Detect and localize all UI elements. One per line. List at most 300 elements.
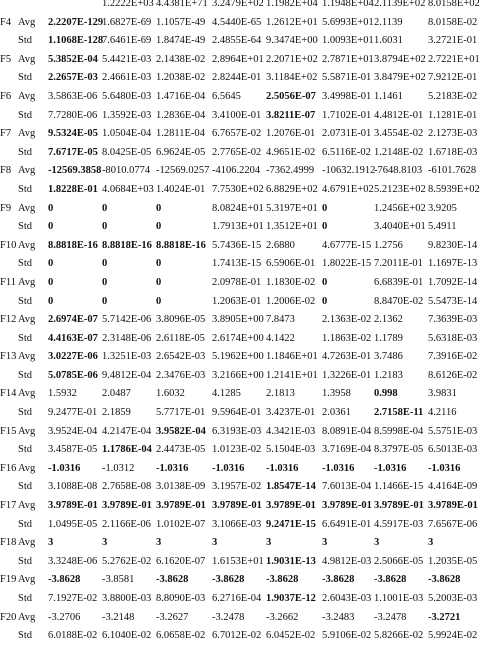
table-row	[0, 144, 478, 163]
table-cell: 1.7413E-15	[212, 258, 262, 270]
table-cell: 2.1363E-02	[322, 314, 372, 326]
table-cell: 1.8547E-14	[266, 481, 316, 493]
table-cell: 8.0425E-05	[102, 146, 152, 158]
table-cell: 0	[48, 276, 54, 288]
statistic-label: Std	[18, 258, 33, 270]
table-cell: 1.2222E+03	[102, 0, 154, 9]
table-cell: 4.0684E+03	[102, 183, 154, 195]
table-cell: 1.2756	[374, 239, 403, 251]
statistic-label: Avg	[18, 462, 36, 474]
table-cell: 6.7012E-02	[212, 630, 262, 642]
table-cell: 2.4661E-03	[102, 72, 152, 84]
table-cell: 3.9789E-01	[322, 500, 372, 512]
table-cell: -10632.1912	[322, 165, 376, 177]
table-cell: -3.2478	[212, 611, 245, 623]
table-cell: 0	[322, 295, 328, 307]
table-cell: 1.6827E-69	[102, 16, 152, 28]
table-cell: 3	[48, 537, 54, 549]
table-cell: -3.2721	[428, 611, 461, 623]
table-cell: 7.6567E-06	[428, 518, 478, 530]
table-row	[0, 460, 474, 479]
table-cell: -1.0316	[156, 462, 189, 474]
table-cell: 1.1786E-04	[102, 444, 152, 456]
function-label: F8	[0, 165, 12, 177]
table-cell: 3.2166E+00	[212, 369, 264, 381]
table-cell: 2.2657E-03	[48, 72, 98, 84]
table-cell: 2.8244E-01	[212, 72, 262, 84]
table-cell: 8.6126E-02	[428, 369, 478, 381]
table-cell: 1.2063E-01	[212, 295, 262, 307]
table-cell: 2.1859	[102, 407, 131, 419]
table-cell: 8.5939E+02	[428, 183, 480, 195]
table-row	[0, 534, 474, 553]
table-cell: 4.6777E-15	[322, 239, 372, 251]
table-cell: 0	[156, 258, 162, 270]
table-cell: 3.1066E-03	[212, 518, 262, 530]
table-cell: 2.2071E+02	[266, 53, 318, 65]
table-cell: 5.8266E-02	[374, 630, 424, 642]
table-cell: 1.1948E+04	[322, 0, 374, 9]
table-cell: 8.0158E-02	[428, 16, 478, 28]
table-cell: 6.3193E-03	[212, 425, 262, 437]
table-cell: -3.8628	[48, 574, 81, 586]
table-cell: 6.0658E-02	[156, 630, 206, 642]
statistic-label: Std	[18, 555, 33, 567]
table-row	[0, 162, 477, 181]
table-cell: 7.7280E-06	[48, 109, 98, 121]
table-cell: 6.9624E-05	[156, 146, 206, 158]
table-cell: 0	[102, 295, 108, 307]
table-cell: -3.8628	[212, 574, 245, 586]
table-cell: 2.1139	[374, 16, 403, 28]
table-cell: 7.7530E+02	[212, 183, 264, 195]
table-cell: 3	[102, 537, 108, 549]
table-cell: 8.8818E-16	[156, 239, 206, 251]
table-cell: 0	[156, 202, 162, 214]
table-cell: 0.998	[374, 388, 398, 400]
statistic-label: Std	[18, 369, 33, 381]
table-row	[0, 590, 478, 609]
table-cell: 3.4237E-01	[266, 407, 316, 419]
table-cell: 1.8022E-15	[322, 258, 372, 270]
table-row	[0, 367, 478, 386]
table-cell: 1.2836E-04	[156, 109, 206, 121]
function-label: F17	[0, 500, 17, 512]
table-cell: 1.0093E+01	[322, 35, 374, 47]
statistic-label: Avg	[18, 574, 36, 586]
table-row	[0, 348, 478, 367]
table-cell: 1.5932	[48, 388, 77, 400]
table-cell: 4.4381E+71	[156, 0, 208, 9]
table-cell: 1.1830E-02	[266, 276, 316, 288]
table-cell: 1.2038E-02	[156, 72, 206, 84]
table-cell: 0	[48, 221, 54, 233]
table-cell: 1.0102E-07	[156, 518, 206, 530]
table-cell: 7.8473	[266, 314, 295, 326]
table-cell: 9.3474E+00	[266, 35, 318, 47]
table-cell: -3.8628	[428, 574, 461, 586]
table-cell: 2.7871E+01	[322, 53, 374, 65]
table-cell: 4.6791E+02	[322, 183, 374, 195]
table-cell: 1.0495E-05	[48, 518, 98, 530]
table-cell: 2.5066E-05	[374, 555, 424, 567]
table-cell: 0	[102, 221, 108, 233]
table-cell: 8.0824E+01	[212, 202, 264, 214]
table-cell: 7.9212E-01	[428, 72, 478, 84]
table-cell: 5.1504E-03	[266, 444, 316, 456]
table-cell: 0	[322, 276, 328, 288]
table-cell: 1.6032	[156, 388, 185, 400]
table-cell: 3.4998E-01	[322, 90, 372, 102]
table-cell: 5.4421E-03	[102, 53, 152, 65]
table-cell: 6.2716E-04	[212, 593, 262, 604]
table-cell: -3.2483	[322, 611, 355, 623]
table-cell: 7.2011E-01	[374, 258, 423, 270]
table-cell: 1.6153E+01	[212, 555, 264, 567]
statistic-label: Std	[18, 295, 33, 307]
table-cell: 3.2721E-01	[428, 35, 478, 47]
table-cell: 3.2479E+02	[212, 0, 264, 9]
table-cell: 3.0227E-06	[48, 351, 98, 363]
table-cell: 3.7486	[374, 351, 403, 363]
table-cell: -4106.2204	[212, 165, 261, 177]
table-cell: 6.5645	[212, 90, 241, 102]
table-cell: 1.1697E-13	[428, 258, 478, 270]
table-cell: 2.8964E+01	[212, 53, 264, 65]
statistic-label: Std	[18, 221, 33, 233]
table-cell: 1.2148E-02	[374, 146, 424, 158]
table-cell: 6.6839E-01	[374, 276, 424, 288]
function-label: F12	[0, 314, 17, 326]
table-cell: 2.1813	[266, 388, 295, 400]
table-cell: 3.8794E+02	[374, 53, 426, 65]
table-row	[0, 69, 478, 88]
table-cell: 8.8090E-03	[156, 593, 206, 604]
table-cell: 4.2116	[428, 407, 457, 419]
table-cell: 1.6718E-03	[428, 146, 478, 158]
table-cell: 2.6174E+00	[212, 332, 264, 344]
table-cell: 1.2076E-01	[266, 128, 316, 140]
table-cell: 3	[374, 537, 380, 549]
table-cell: 3.5863E-06	[48, 90, 98, 102]
table-cell: 2.7658E-08	[102, 481, 152, 493]
statistic-label: Std	[18, 146, 33, 158]
table-cell: 3.9524E-04	[48, 425, 98, 437]
table-cell: 2.0978E-01	[212, 276, 262, 288]
table-cell: 5.6993E+01	[322, 16, 374, 28]
table-cell: 5.9924E-02	[428, 630, 478, 642]
table-cell: 4.4164E-09	[428, 481, 478, 493]
table-cell: 3.9582E-04	[156, 425, 206, 437]
table-cell: 2.3476E-03	[156, 369, 206, 381]
table-cell: 5.0785E-06	[48, 369, 98, 381]
table-cell: 2.6043E-03	[322, 593, 372, 604]
table-cell: 5.2183E-02	[428, 90, 478, 102]
table-row	[0, 497, 478, 516]
table-cell: 0	[48, 295, 54, 307]
table-cell: 3	[212, 537, 218, 549]
table-cell: 3.9831	[428, 388, 457, 400]
table-cell: 3.8905E+00	[212, 314, 264, 326]
table-cell: -3.8628	[322, 574, 355, 586]
table-cell: 2.1139E+02	[374, 0, 426, 9]
table-cell: 2.5056E-07	[266, 90, 316, 102]
table-cell: 1.1461	[374, 90, 403, 102]
table-cell: 0	[156, 221, 162, 233]
table-cell: 5.9106E-02	[322, 630, 372, 642]
statistic-label: Std	[18, 518, 33, 530]
table-cell: 2.0731E-01	[322, 128, 372, 140]
table-cell: 3.4554E-02	[374, 128, 424, 140]
statistic-label: Avg	[18, 425, 36, 437]
statistic-label: Avg	[18, 314, 36, 326]
table-cell: 2.4473E-05	[156, 444, 206, 456]
table-cell: -8010.0774	[102, 165, 151, 177]
table-cell: -3.2627	[156, 611, 189, 623]
table-cell: 6.5906E-01	[266, 258, 316, 270]
table-row	[0, 627, 478, 646]
table-cell: -1.0312	[102, 462, 135, 474]
table-cell: 3.9789E-01	[374, 500, 424, 512]
table-cell: 4.4163E-07	[48, 332, 98, 344]
function-label: F14	[0, 388, 17, 400]
statistic-label: Std	[18, 183, 33, 195]
table-cell: 8.8470E-02	[374, 295, 424, 307]
table-cell: 5.6318E-03	[428, 332, 478, 344]
table-cell: 8.0891E-04	[322, 425, 372, 437]
table-cell: 0	[102, 276, 108, 288]
table-row	[0, 385, 474, 404]
function-label: F19	[0, 574, 17, 586]
table-cell: 4.9812E-03	[322, 555, 372, 567]
table-cell: 6.7657E-02	[212, 128, 262, 140]
table-cell: 7.3639E-03	[428, 314, 478, 326]
table-cell: 5.3197E+01	[266, 202, 318, 214]
table-cell: 9.8230E-14	[428, 239, 478, 251]
table-cell: 5.5473E-14	[428, 295, 478, 307]
table-cell: 9.2471E-15	[266, 518, 316, 530]
table-cell: 1.1068E-128	[48, 35, 104, 47]
statistic-label: Avg	[18, 165, 36, 177]
table-cell: 9.4812E-04	[102, 369, 152, 381]
table-cell: 4.3421E-03	[266, 425, 316, 437]
statistic-label: Avg	[18, 202, 36, 214]
table-row	[0, 609, 474, 628]
table-cell: 2.6880	[266, 239, 295, 251]
table-cell: 2.6118E-05	[156, 332, 205, 344]
table-cell: -3.2706	[48, 611, 81, 623]
statistic-label: Avg	[18, 128, 36, 140]
statistic-label: Avg	[18, 90, 36, 102]
table-cell: 4.7263E-01	[322, 351, 372, 363]
statistic-label: Avg	[18, 537, 36, 549]
table-cell: 0	[156, 276, 162, 288]
table-cell: 2.1273E-03	[428, 128, 478, 140]
table-cell: 8.8818E-16	[102, 239, 152, 251]
table-cell: 2.1166E-06	[102, 518, 151, 530]
table-cell: 2.6542E-03	[156, 351, 206, 363]
statistic-label: Std	[18, 109, 33, 121]
table-cell: 4.1422	[266, 332, 295, 344]
table-cell: 2.1438E-02	[156, 53, 206, 65]
table-cell: 9.5964E-01	[212, 407, 262, 419]
table-cell: 8.5998E-04	[374, 425, 424, 437]
table-cell: -1.0316	[212, 462, 245, 474]
table-cell: 9.2477E-01	[48, 407, 98, 419]
table-cell: 1.6031	[374, 35, 403, 47]
table-cell: 1.2006E-02	[266, 295, 316, 307]
table-row	[0, 32, 478, 51]
table-cell: 0	[156, 295, 162, 307]
table-row	[0, 311, 478, 330]
table-cell: 4.5917E-03	[374, 518, 424, 530]
table-row	[0, 404, 474, 423]
table-cell: 6.1620E-07	[156, 555, 206, 567]
table-cell: -3.8628	[374, 574, 407, 586]
function-label: F20	[0, 611, 17, 623]
table-cell: 2.6974E-07	[48, 314, 98, 326]
table-cell: 5.4911	[428, 221, 457, 233]
table-cell: 0	[102, 202, 108, 214]
table-cell: 3.9205	[428, 202, 457, 214]
table-cell: 3.8479E+02	[374, 72, 426, 84]
table-cell: 1.9031E-13	[266, 555, 316, 567]
table-cell: 8.0158E+02	[428, 0, 480, 9]
table-cell: 2.7158E-11	[374, 407, 424, 419]
table-cell: 3.1088E-08	[48, 481, 98, 493]
table-row	[0, 553, 478, 572]
statistic-label: Avg	[18, 239, 36, 251]
table-cell: 1.2811E-04	[156, 128, 205, 140]
table-cell: 1.1057E-49	[156, 16, 206, 28]
table-cell: 1.0123E-02	[212, 444, 262, 456]
table-cell: -3.2662	[266, 611, 299, 623]
table-cell: 5.7436E-15	[212, 239, 262, 251]
statistic-label: Std	[18, 72, 33, 84]
table-cell: 1.8474E-49	[156, 35, 206, 47]
table-row	[0, 423, 478, 442]
table-cell: 4.9651E-02	[266, 146, 316, 158]
table-cell: 5.5871E-01	[322, 72, 372, 84]
table-cell: 0	[102, 258, 108, 270]
table-cell: 3	[322, 537, 328, 549]
table-row	[0, 14, 478, 33]
table-row	[0, 237, 478, 256]
table-cell: 1.7102E-01	[322, 109, 372, 121]
table-cell: 6.8829E+02	[266, 183, 318, 195]
table-cell: 1.2456E+02	[374, 202, 426, 214]
table-cell: 1.7913E+01	[212, 221, 264, 233]
table-cell: 1.1789	[374, 332, 403, 344]
table-cell: 2.4855E-64	[212, 35, 262, 47]
statistic-label: Avg	[18, 276, 36, 288]
table-cell: 3.4587E-05	[48, 444, 98, 456]
table-cell: 1.8228E-01	[48, 183, 98, 195]
table-row	[0, 330, 478, 349]
table-cell: 3.7169E-04	[322, 444, 372, 456]
table-cell: -1.0316	[428, 462, 461, 474]
statistic-label: Std	[18, 407, 33, 419]
table-cell: 0	[48, 258, 54, 270]
table-row	[0, 293, 478, 312]
table-cell: 1.4024E-01	[156, 183, 206, 195]
table-row	[0, 441, 478, 460]
table-cell: 0	[322, 221, 328, 233]
table-row	[0, 478, 478, 497]
table-cell: -3.8581	[102, 574, 135, 586]
table-cell: 3.3248E-06	[48, 555, 98, 567]
table-cell: -3.8628	[156, 574, 189, 586]
statistic-label: Avg	[18, 611, 36, 623]
table-row	[0, 218, 474, 237]
statistic-label: Std	[18, 332, 33, 344]
table-cell: 5.7142E-06	[102, 314, 152, 326]
table-cell: 8.8818E-16	[48, 239, 98, 251]
function-label: F9	[0, 202, 12, 214]
function-label: F5	[0, 53, 12, 65]
table-cell: 4.2147E-04	[102, 425, 152, 437]
table-cell: 3.4100E-01	[212, 109, 262, 121]
table-cell: 5.2123E+02	[374, 183, 426, 195]
table-cell: 6.5013E-03	[428, 444, 478, 456]
table-cell: 6.1040E-02	[102, 630, 152, 642]
table-cell: 3	[156, 537, 162, 549]
table-cell: -1.0316	[48, 462, 81, 474]
table-row	[0, 181, 480, 200]
table-cell: 3	[428, 537, 434, 549]
table-cell: -3.8628	[266, 574, 299, 586]
statistic-label: Std	[18, 630, 33, 642]
table-cell: -1.0316	[374, 462, 407, 474]
table-cell: 1.9037E-12	[266, 593, 316, 604]
table-cell: 3.9789E-01	[102, 500, 152, 512]
statistic-label: Avg	[18, 53, 36, 65]
table-cell: -12569.0257	[156, 165, 210, 177]
statistic-label: Std	[18, 593, 33, 604]
table-cell: 3.1184E+02	[266, 72, 318, 84]
table-cell: 3.8096E-05	[156, 314, 206, 326]
table-cell: 6.5116E-02	[322, 146, 371, 158]
table-cell: 3.9789E-01	[428, 500, 478, 512]
table-row	[0, 88, 478, 107]
table-cell: 1.2141E+01	[266, 369, 318, 381]
table-cell: 7.1927E-02	[48, 593, 98, 604]
table-row	[0, 274, 478, 293]
table-cell: 6.0452E-02	[266, 630, 316, 642]
table-cell: -7362.4999	[266, 165, 315, 177]
table-cell: 1.3226E-01	[322, 369, 372, 381]
table-cell: 1.1281E-01	[428, 109, 478, 121]
table-cell: 3.8211E-07	[266, 109, 316, 121]
table-row	[0, 516, 478, 535]
table-cell: 0	[48, 202, 54, 214]
table-cell: 6.6491E-01	[322, 518, 372, 530]
statistic-label: Avg	[18, 388, 36, 400]
table-cell: 5.7717E-01	[156, 407, 206, 419]
function-label: F7	[0, 128, 12, 140]
table-row	[0, 107, 478, 126]
statistic-label: Std	[18, 481, 33, 493]
table-cell: 1.1982E+04	[266, 0, 318, 9]
table-cell: 3.9789E-01	[48, 500, 98, 512]
statistic-label: Avg	[18, 500, 36, 512]
table-cell: 8.3797E-05	[374, 444, 424, 456]
table-cell: 5.2003E-03	[428, 593, 478, 604]
table-cell: 5.1962E+00	[212, 351, 264, 363]
table-cell: -3.2148	[102, 611, 135, 623]
function-label: F10	[0, 239, 17, 251]
table-cell: -7648.8103	[374, 165, 423, 177]
